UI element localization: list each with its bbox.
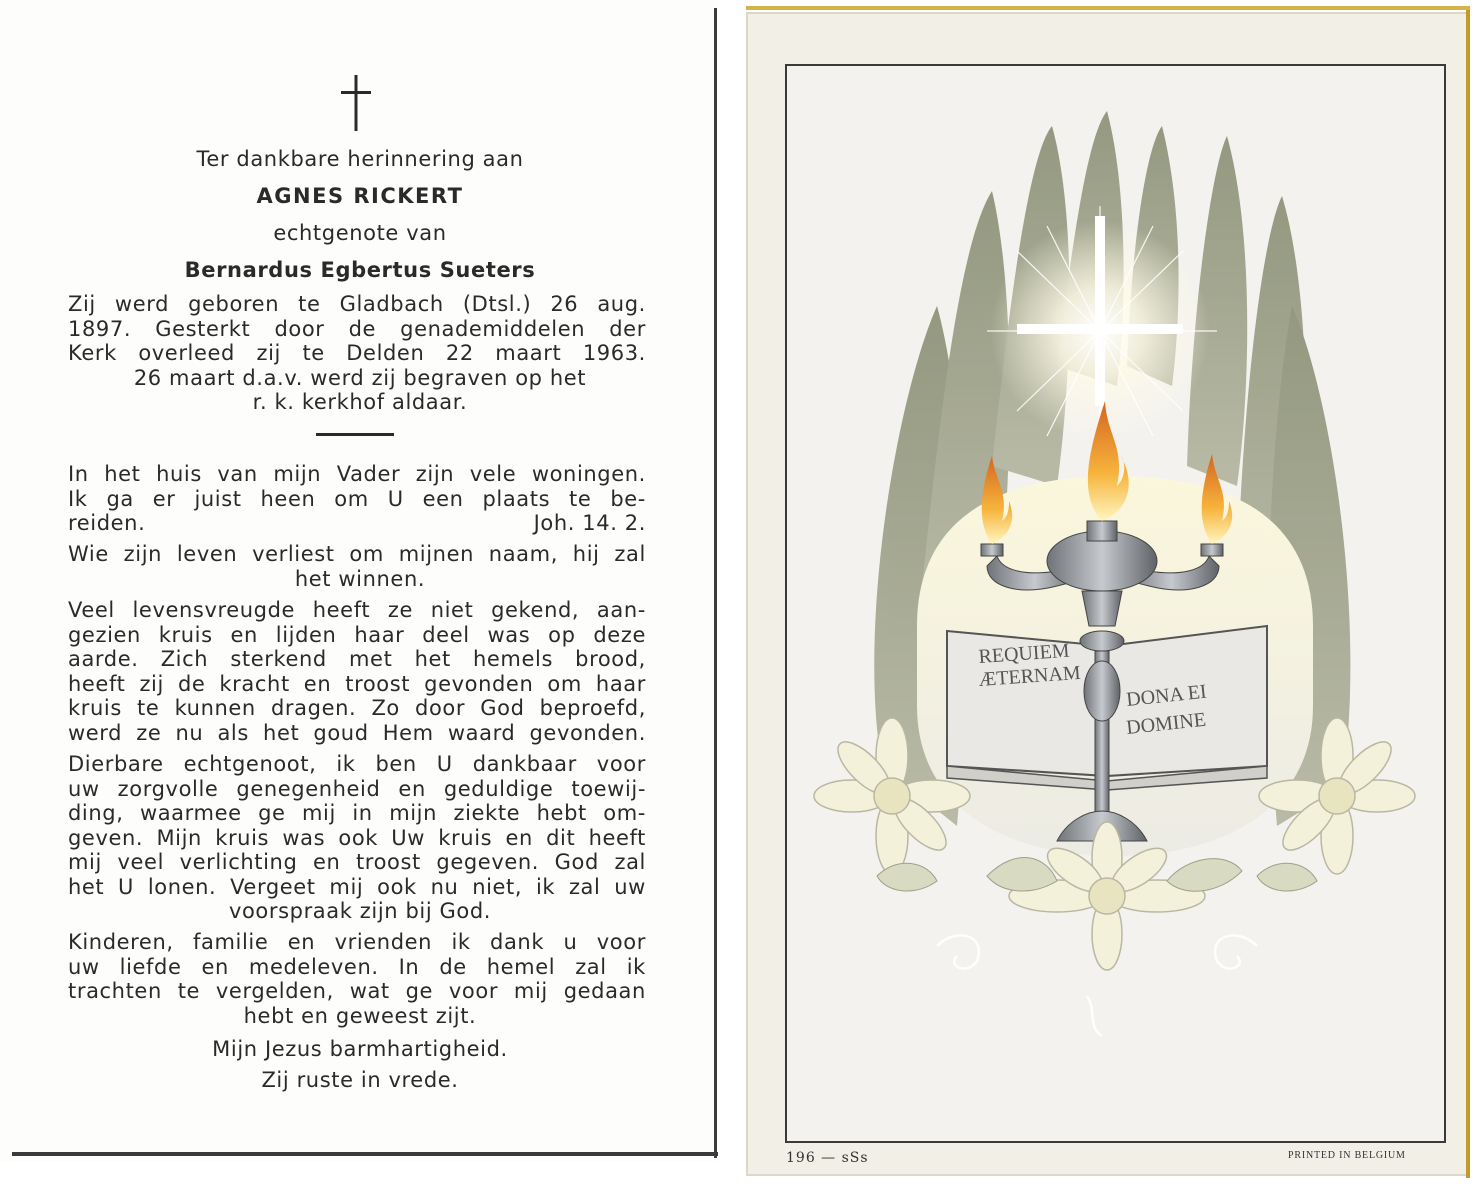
word: 1963. [582, 341, 646, 365]
word: mijn [389, 801, 438, 825]
word: gedaan [563, 979, 646, 1003]
text-line [68, 721, 646, 745]
word: zal [614, 850, 646, 874]
word: ze [136, 720, 162, 745]
word: en [303, 671, 332, 696]
text-line [68, 979, 646, 1003]
word: en [312, 850, 341, 874]
word: echtgenoot, [183, 752, 317, 776]
word: juist [194, 486, 242, 511]
text-line: het winnen. [294, 566, 426, 591]
word: gekend, [491, 598, 580, 622]
word: de [439, 954, 467, 979]
word: aarde. [68, 647, 139, 671]
word: gevonden. [529, 720, 646, 745]
word: hemel [486, 954, 556, 979]
word: en [230, 622, 258, 647]
word: het [414, 647, 451, 671]
word: mijn [273, 462, 322, 486]
text-line [68, 930, 646, 954]
word: en [505, 825, 533, 850]
word: ook [338, 825, 379, 850]
word: ik [535, 874, 556, 899]
word: medeleven. [248, 954, 379, 979]
word: geduldige [443, 776, 554, 801]
word: voor [448, 979, 499, 1003]
dedication-heading: Ter dankbare herinnering aan [196, 147, 524, 171]
word: veel [117, 850, 165, 874]
word: door [415, 696, 466, 720]
word: troost [355, 850, 421, 874]
word: en [398, 776, 426, 801]
word: te [302, 341, 325, 365]
word: dankbaar [472, 752, 577, 776]
word: Mijn [156, 825, 202, 850]
word: vele [469, 462, 517, 486]
word: zorgvolle [117, 776, 219, 801]
word: kracht [219, 671, 290, 696]
word: dit [546, 825, 576, 850]
text-line [68, 672, 646, 696]
book-text-dona-ei: DONA EI [1125, 680, 1208, 711]
word: In [398, 954, 420, 979]
word: genegenheid [236, 776, 381, 801]
word: Veel [68, 598, 115, 622]
word: door [274, 316, 325, 341]
word: 1897. [68, 316, 132, 341]
relation-text: echtgenote van [273, 221, 447, 245]
word: heeft [312, 598, 371, 622]
word: Kerk [68, 341, 117, 365]
word: het [104, 462, 141, 486]
word: kunnen [174, 696, 256, 720]
word: Hem [382, 720, 434, 745]
word: van [217, 462, 258, 486]
word: gezien [68, 622, 141, 647]
word: en [287, 930, 316, 954]
word: om [349, 542, 384, 566]
word: Dierbare [68, 752, 164, 776]
word: mij [513, 979, 548, 1003]
word: mij [68, 850, 102, 874]
word: heeft [68, 671, 126, 696]
word: brood, [575, 647, 646, 671]
memorial-illustration [787, 66, 1444, 1141]
word: zij [139, 671, 164, 696]
word: de [177, 671, 206, 696]
text-line [68, 777, 646, 801]
word: te [137, 696, 160, 720]
text-line: r. k. kerkhof aldaar. [252, 390, 468, 414]
word: geboren [188, 292, 280, 316]
word: zij [256, 341, 281, 365]
word: dank [490, 930, 545, 954]
word: Uw [391, 825, 426, 850]
word: beproefd, [539, 696, 646, 720]
word: Gesterkt [155, 316, 251, 341]
printed-in-label: PRINTED IN BELGIUM [1288, 1150, 1406, 1161]
word: liefde [119, 954, 182, 979]
word: Kinderen, [68, 930, 174, 954]
word: ziekte [453, 801, 521, 825]
word: zal [614, 542, 646, 566]
word: waard [447, 720, 516, 745]
word: te [569, 486, 592, 511]
word: niet [430, 598, 474, 622]
word: ben [375, 752, 417, 776]
word: sterkend [230, 647, 327, 671]
spouse-name: Bernardus Egbertus Sueters [184, 258, 536, 282]
word: aan- [596, 598, 646, 622]
word: Ik [68, 486, 88, 511]
word: U [387, 486, 404, 511]
word: om [334, 486, 369, 511]
word: familie [193, 930, 269, 954]
word: reiden. [68, 511, 146, 535]
text-line [68, 752, 646, 776]
word: wat [349, 979, 390, 1003]
word: Joh. 14. 2. [533, 511, 646, 535]
word: u [563, 930, 578, 954]
word: ga [106, 486, 134, 511]
text-line [68, 341, 646, 365]
word: zal [575, 954, 607, 979]
text-line [68, 696, 646, 720]
word: Vergeet [230, 874, 316, 899]
word: met [349, 647, 393, 671]
word: ik [626, 954, 646, 979]
word: U [436, 752, 453, 776]
word: huis [156, 462, 202, 486]
book-text-domine: DOMINE [1125, 708, 1208, 739]
word: goud [313, 720, 369, 745]
word: voor [596, 930, 646, 954]
text-line [68, 801, 646, 825]
word: om- [603, 801, 646, 825]
word: mij [329, 874, 364, 899]
word: God [554, 850, 599, 874]
word: Vader [336, 462, 401, 486]
word: er [152, 486, 176, 511]
word: niet, [472, 874, 523, 899]
word: op [548, 622, 576, 647]
book-text-aeternam: ÆTERNAM [977, 661, 1082, 691]
closing-prayer: Mijn Jezus barmhartigheid. [212, 1037, 508, 1061]
word: U [118, 874, 135, 899]
word: ik [336, 752, 356, 776]
word: levensvreugde [132, 598, 296, 622]
word: genademiddelen [400, 316, 586, 341]
card-edge [714, 8, 717, 1158]
word: werd [114, 292, 170, 316]
word: (Dtsl.) [462, 292, 532, 316]
word: kruis [158, 622, 213, 647]
word: troost [345, 671, 411, 696]
word: In [68, 462, 89, 486]
word: 22 [445, 341, 474, 365]
word: mij [301, 801, 336, 825]
word: aug. [597, 292, 646, 316]
word: te [298, 292, 321, 316]
word: haar [354, 622, 405, 647]
word: gevonden [424, 671, 534, 696]
word: God [480, 696, 525, 720]
word: ze [387, 598, 414, 622]
word: haar [595, 671, 646, 696]
word: Zij [68, 292, 96, 316]
text-line [68, 875, 646, 899]
word: ge [405, 979, 434, 1003]
word: verliest [252, 542, 335, 566]
book-text-requiem: REQUIEM [977, 639, 1071, 668]
word: ge [258, 801, 286, 825]
word: heeft [588, 825, 646, 850]
word: 26 [550, 292, 579, 316]
word: te [177, 979, 201, 1003]
deceased-name: AGNES RICKERT [256, 184, 464, 208]
word: maart [495, 341, 562, 365]
word: ik [451, 930, 471, 954]
word: deze [593, 622, 646, 647]
word: hij [572, 542, 600, 566]
word: het [68, 874, 105, 899]
text-line [68, 462, 646, 486]
word: heen [260, 486, 316, 511]
word: lonen. [147, 874, 217, 899]
text-line [68, 317, 646, 341]
word: de [348, 316, 377, 341]
word: en [201, 954, 229, 979]
word: lijden [275, 622, 337, 647]
word: in [352, 801, 373, 825]
word: hebt [536, 801, 587, 825]
cross-icon [341, 75, 371, 131]
word: der [609, 316, 646, 341]
text-line [68, 511, 646, 535]
text-line: voorspraak zijn bij God. [228, 899, 492, 923]
word: werd [68, 720, 123, 745]
word: uw [68, 776, 100, 801]
print-code: 196 — sSs [786, 1150, 869, 1166]
word: leven [176, 542, 238, 566]
word: vrienden [334, 930, 433, 954]
text-line: 26 maart d.a.v. werd zij begraven op het [133, 365, 587, 390]
word: was [282, 825, 326, 850]
word: Zich [160, 647, 209, 671]
word: Gladbach [339, 292, 444, 316]
word: zijn [123, 542, 163, 566]
word: om [547, 671, 582, 696]
word: be- [610, 486, 646, 511]
word: kruis [68, 696, 122, 720]
text-line [68, 826, 646, 850]
word: voor [596, 752, 646, 776]
word: trachten [68, 979, 162, 1003]
word: Delden [346, 341, 425, 365]
text-line [68, 598, 646, 622]
card-edge [746, 6, 1470, 10]
word: naam, [488, 542, 558, 566]
word: het [263, 720, 300, 745]
word: mijnen [398, 542, 474, 566]
word: Zo [371, 696, 400, 720]
word: een [422, 486, 464, 511]
word: uw [68, 954, 100, 979]
word: als [217, 720, 249, 745]
word: plaats [482, 486, 551, 511]
word: zal [568, 874, 601, 899]
text-line [68, 542, 646, 566]
word: gegeven. [436, 850, 540, 874]
word: zijn [415, 462, 455, 486]
word: kruis [215, 825, 270, 850]
text-line [68, 292, 646, 316]
word: nu [175, 720, 204, 745]
text-line [68, 647, 646, 671]
text-line: hebt en geweest zijt. [243, 1003, 477, 1028]
word: vergelden, [215, 979, 334, 1003]
word: woningen. [531, 462, 646, 486]
word: uw [614, 874, 646, 899]
word: dragen. [271, 696, 357, 720]
word: Wie [68, 542, 109, 566]
divider [316, 433, 394, 436]
word: ding, [68, 801, 124, 825]
word: overleed [138, 341, 235, 365]
word: kruis [438, 825, 493, 850]
card-edge [12, 1152, 718, 1156]
word: waarmee [139, 801, 242, 825]
text-line [68, 487, 646, 511]
word: deel [422, 622, 470, 647]
word: ook [377, 874, 417, 899]
word: geven. [68, 825, 144, 850]
word: hemels [473, 647, 553, 671]
card-edge [1466, 10, 1470, 1178]
word: toewij- [571, 776, 646, 801]
word: was [487, 622, 531, 647]
word: verlichting [179, 850, 298, 874]
text-line [68, 623, 646, 647]
text-line [68, 955, 646, 979]
word: nu [430, 874, 459, 899]
text-line [68, 850, 646, 874]
closing-wish: Zij ruste in vrede. [261, 1068, 459, 1092]
